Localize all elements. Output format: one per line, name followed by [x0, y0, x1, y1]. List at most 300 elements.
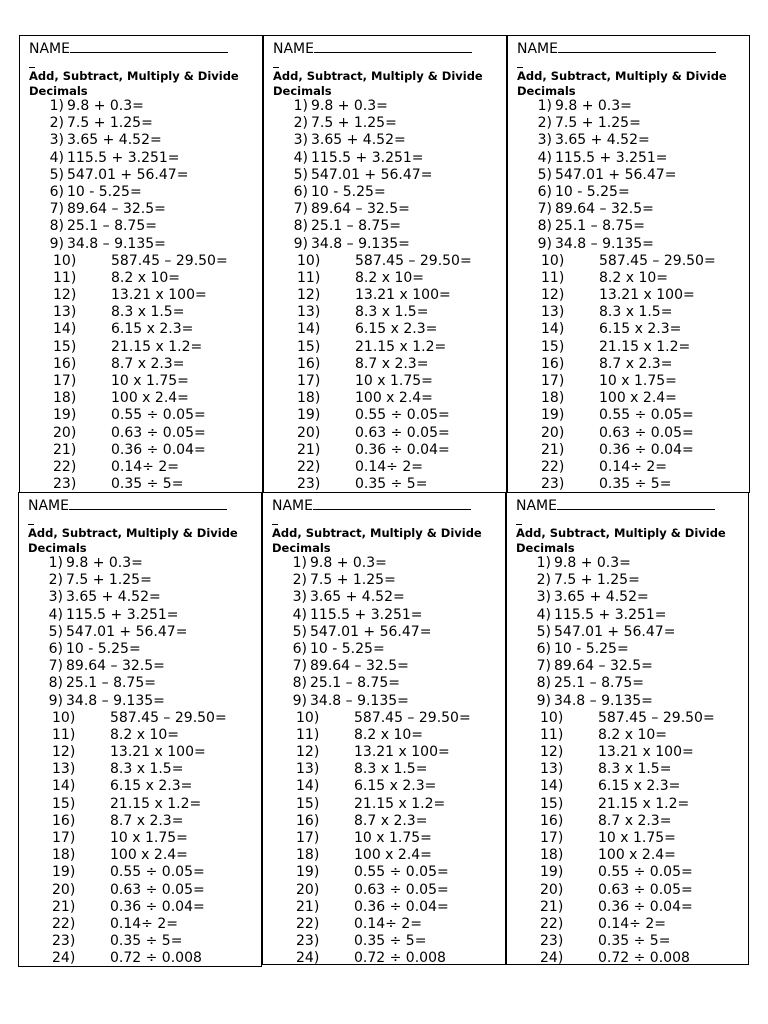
problem-number: 19) — [297, 407, 321, 424]
problem-item — [272, 813, 505, 830]
problem-item — [516, 710, 748, 727]
problem-item — [29, 115, 262, 132]
problem-number: 5) — [537, 166, 552, 183]
problem-number: 9) — [49, 235, 64, 252]
problem-expression: 34.8 – 9.135= — [311, 235, 410, 252]
problem-item — [272, 830, 505, 847]
problem-number: 8) — [537, 218, 552, 235]
name-blank-line — [70, 39, 228, 53]
problem-item — [516, 761, 748, 778]
problem-item — [517, 356, 749, 373]
name-field — [273, 39, 506, 57]
problem-number: 19) — [541, 407, 565, 424]
problem-number: 6) — [536, 640, 551, 657]
problem-number: 15) — [52, 795, 76, 812]
problem-expression: 587.45 – 29.50= — [598, 709, 715, 726]
problem-expression: 6.15 x 2.3= — [111, 321, 194, 338]
problem-number: 7) — [48, 658, 63, 675]
problem-item — [517, 98, 749, 115]
problem-expression: 9.8 + 0.3= — [67, 98, 144, 114]
problem-number: 21) — [297, 441, 321, 458]
problem-expression: 587.45 – 29.50= — [110, 709, 227, 726]
problem-number: 3) — [49, 132, 64, 149]
problem-number: 14) — [53, 321, 77, 338]
problem-expression: 547.01 + 56.47= — [555, 166, 677, 183]
problem-item — [29, 167, 262, 184]
problem-item — [273, 339, 506, 356]
problem-number: 10) — [53, 252, 77, 269]
problem-expression: 8.7 x 2.3= — [598, 812, 672, 829]
problem-number: 6) — [293, 183, 308, 200]
problem-item — [29, 304, 262, 321]
problem-item — [516, 607, 748, 624]
problem-expression: 0.63 ÷ 0.05= — [110, 881, 205, 898]
problem-expression: 587.45 – 29.50= — [355, 252, 472, 269]
problem-expression: 25.1 – 8.75= — [66, 675, 156, 692]
problem-expression: 25.1 – 8.75= — [555, 218, 645, 235]
problem-expression: 8.7 x 2.3= — [354, 812, 428, 829]
problem-number: 12) — [53, 287, 77, 304]
problem-expression: 21.15 x 1.2= — [111, 338, 203, 355]
problem-number: 9) — [536, 692, 551, 709]
problem-number: 22) — [296, 915, 320, 932]
problem-item — [28, 572, 261, 589]
problem-item — [516, 847, 748, 864]
problem-item — [516, 658, 748, 675]
problem-number: 18) — [52, 847, 76, 864]
problem-item — [273, 356, 506, 373]
problem-number: 24) — [296, 950, 320, 965]
problem-number: 9) — [293, 235, 308, 252]
problem-number: 23) — [297, 476, 321, 493]
problem-number: 21) — [53, 441, 77, 458]
problem-expression: 0.14÷ 2= — [355, 458, 423, 475]
problem-item — [28, 624, 261, 641]
problem-expression: 115.5 + 3.251= — [67, 149, 180, 166]
problem-item — [273, 373, 506, 390]
problem-item — [272, 796, 505, 813]
problem-number: 16) — [52, 812, 76, 829]
problem-number: 12) — [297, 287, 321, 304]
problem-number: 17) — [541, 373, 565, 389]
problem-item — [516, 744, 748, 761]
worksheet-card-4 — [18, 492, 262, 967]
problem-item — [272, 778, 505, 795]
problem-expression: 8.2 x 10= — [599, 269, 668, 286]
problem-item — [28, 607, 261, 624]
problem-number: 8) — [293, 218, 308, 235]
problem-number: 24) — [52, 950, 76, 967]
problem-number: 16) — [297, 355, 321, 372]
problem-number: 10) — [541, 252, 565, 269]
problem-list — [273, 98, 506, 493]
problem-item — [517, 390, 749, 407]
problem-item — [28, 727, 261, 744]
problem-number: 14) — [540, 778, 564, 795]
problem-item — [28, 899, 261, 916]
name-field — [517, 39, 749, 57]
problem-number: 14) — [296, 778, 320, 795]
problem-number: 2) — [293, 115, 308, 132]
problem-expression: 100 x 2.4= — [110, 847, 188, 864]
problem-expression: 6.15 x 2.3= — [598, 778, 681, 795]
problem-item — [516, 727, 748, 744]
problem-expression: 0.72 ÷ 0.008 — [598, 950, 690, 965]
problem-item — [273, 236, 506, 253]
problem-expression: 100 x 2.4= — [111, 390, 189, 407]
problem-list — [272, 555, 505, 965]
problem-expression: 7.5 + 1.25= — [554, 572, 640, 589]
problem-expression: 8.2 x 10= — [355, 269, 424, 286]
problem-expression: 0.14÷ 2= — [111, 458, 179, 475]
problem-number: 15) — [540, 795, 564, 812]
problem-expression: 34.8 – 9.135= — [67, 235, 166, 252]
problem-expression: 25.1 – 8.75= — [67, 218, 157, 235]
problem-item — [517, 132, 749, 149]
problem-item — [272, 675, 505, 692]
problem-expression: 0.14÷ 2= — [598, 915, 666, 932]
problem-item — [517, 150, 749, 167]
problem-expression: 0.63 ÷ 0.05= — [111, 424, 206, 441]
problem-number: 16) — [296, 812, 320, 829]
problem-number: 17) — [540, 830, 564, 846]
problem-number: 2) — [292, 572, 307, 589]
problem-item — [517, 321, 749, 338]
problem-list — [28, 555, 261, 967]
problem-expression: 13.21 x 100= — [355, 287, 451, 304]
problem-expression: 9.8 + 0.3= — [66, 555, 143, 571]
problem-number: 7) — [537, 201, 552, 218]
problem-item — [517, 304, 749, 321]
problem-expression: 0.36 ÷ 0.04= — [354, 898, 449, 915]
problem-item — [28, 882, 261, 899]
problem-item — [29, 270, 262, 287]
worksheet-card-3 — [507, 35, 750, 493]
problem-number: 10) — [296, 709, 320, 726]
problem-number: 8) — [48, 675, 63, 692]
problem-item — [517, 167, 749, 184]
name-blank-line — [557, 496, 715, 510]
problem-expression: 89.64 – 32.5= — [554, 658, 653, 675]
problem-expression: 0.72 ÷ 0.008 — [110, 950, 202, 967]
name-field — [272, 496, 505, 514]
problem-number: 21) — [541, 441, 565, 458]
problem-item — [28, 796, 261, 813]
worksheet-title: Add, Subtract, Multiply & Divide Decimals — [516, 526, 726, 555]
problem-expression: 13.21 x 100= — [111, 287, 207, 304]
problem-item — [516, 675, 748, 692]
worksheet-card-2 — [263, 35, 507, 493]
problem-number: 9) — [48, 692, 63, 709]
problem-expression: 547.01 + 56.47= — [554, 623, 676, 640]
problem-item — [272, 916, 505, 933]
problem-item — [517, 287, 749, 304]
problem-expression: 0.35 ÷ 5= — [599, 476, 672, 493]
problem-number: 23) — [541, 476, 565, 493]
problem-expression: 0.63 ÷ 0.05= — [354, 881, 449, 898]
problem-item — [29, 150, 262, 167]
problem-expression: 8.7 x 2.3= — [355, 355, 429, 372]
problem-number: 1) — [48, 555, 63, 571]
problem-item — [516, 555, 748, 572]
problem-expression: 89.64 – 32.5= — [67, 201, 166, 218]
problem-expression: 3.65 + 4.52= — [310, 589, 405, 606]
problem-expression: 8.2 x 10= — [110, 726, 179, 743]
problem-item — [28, 830, 261, 847]
problem-number: 8) — [536, 675, 551, 692]
problem-expression: 3.65 + 4.52= — [555, 132, 650, 149]
problem-item — [272, 693, 505, 710]
problem-number: 20) — [297, 424, 321, 441]
problem-item — [272, 744, 505, 761]
name-field — [516, 496, 748, 514]
problem-expression: 89.64 – 32.5= — [66, 658, 165, 675]
problem-number: 10) — [52, 709, 76, 726]
problem-number: 15) — [53, 338, 77, 355]
problem-number: 18) — [541, 390, 565, 407]
problem-expression: 25.1 – 8.75= — [554, 675, 644, 692]
problem-item — [516, 778, 748, 795]
problem-expression: 3.65 + 4.52= — [311, 132, 406, 149]
problem-item — [516, 830, 748, 847]
problem-expression: 8.3 x 1.5= — [598, 761, 672, 778]
problem-item — [516, 624, 748, 641]
problem-item — [29, 236, 262, 253]
problem-item — [272, 710, 505, 727]
problem-number: 1) — [49, 98, 64, 114]
problem-number: 22) — [540, 915, 564, 932]
problem-expression: 0.55 ÷ 0.05= — [598, 864, 693, 881]
problem-expression: 10 x 1.75= — [111, 373, 189, 389]
problem-item — [29, 356, 262, 373]
problem-item — [272, 607, 505, 624]
problem-item — [29, 132, 262, 149]
problem-number: 8) — [49, 218, 64, 235]
problem-number: 9) — [292, 692, 307, 709]
problem-number: 22) — [541, 458, 565, 475]
problem-number: 1) — [292, 555, 307, 571]
problem-expression: 100 x 2.4= — [598, 847, 676, 864]
problem-expression: 9.8 + 0.3= — [555, 98, 632, 114]
problem-item — [516, 882, 748, 899]
problem-item — [29, 98, 262, 115]
problem-expression: 10 x 1.75= — [598, 830, 676, 846]
problem-number: 11) — [296, 726, 320, 743]
problem-number: 3) — [292, 589, 307, 606]
problem-expression: 0.14÷ 2= — [110, 915, 178, 932]
problem-number: 5) — [293, 166, 308, 183]
problem-number: 3) — [537, 132, 552, 149]
problem-expression: 9.8 + 0.3= — [311, 98, 388, 114]
problem-expression: 115.5 + 3.251= — [310, 606, 423, 623]
problem-number: 20) — [540, 881, 564, 898]
problem-item — [29, 339, 262, 356]
problem-number: 20) — [53, 424, 77, 441]
problem-number: 17) — [52, 830, 76, 846]
problem-number: 22) — [53, 458, 77, 475]
problem-item — [273, 167, 506, 184]
worksheet-title: Add, Subtract, Multiply & Divide Decimals — [517, 69, 727, 98]
problem-item — [29, 287, 262, 304]
problem-number: 20) — [541, 424, 565, 441]
problem-expression: 0.36 ÷ 0.04= — [599, 441, 694, 458]
problem-number: 2) — [537, 115, 552, 132]
problem-item — [516, 916, 748, 933]
problem-item — [517, 339, 749, 356]
problem-expression: 10 - 5.25= — [67, 183, 142, 200]
problem-item — [273, 459, 506, 476]
problem-expression: 8.7 x 2.3= — [110, 812, 184, 829]
problem-expression: 10 - 5.25= — [555, 183, 630, 200]
problem-item — [273, 425, 506, 442]
problem-expression: 6.15 x 2.3= — [354, 778, 437, 795]
problem-number: 18) — [297, 390, 321, 407]
problem-expression: 8.2 x 10= — [111, 269, 180, 286]
problem-item — [28, 589, 261, 606]
problem-expression: 13.21 x 100= — [110, 744, 206, 761]
problem-number: 11) — [540, 726, 564, 743]
problem-expression: 7.5 + 1.25= — [310, 572, 396, 589]
problem-expression: 10 x 1.75= — [110, 830, 188, 846]
problem-number: 14) — [297, 321, 321, 338]
problem-number: 2) — [49, 115, 64, 132]
problem-expression: 0.35 ÷ 5= — [111, 476, 184, 493]
problem-item — [516, 950, 748, 965]
problem-expression: 7.5 + 1.25= — [66, 572, 152, 589]
worksheet-card-1 — [19, 35, 263, 493]
problem-number: 16) — [541, 355, 565, 372]
problem-expression: 100 x 2.4= — [599, 390, 677, 407]
problem-item — [517, 115, 749, 132]
problem-number: 5) — [48, 623, 63, 640]
problem-number: 2) — [536, 572, 551, 589]
problem-item — [273, 270, 506, 287]
problem-item — [517, 476, 749, 493]
problem-number: 4) — [49, 149, 64, 166]
problem-expression: 21.15 x 1.2= — [110, 795, 202, 812]
problem-number: 18) — [53, 390, 77, 407]
problem-expression: 10 - 5.25= — [310, 640, 385, 657]
problem-item — [29, 373, 262, 390]
problem-number: 4) — [48, 606, 63, 623]
problem-item — [28, 555, 261, 572]
problem-expression: 0.14÷ 2= — [354, 915, 422, 932]
problem-expression: 3.65 + 4.52= — [554, 589, 649, 606]
problem-item — [516, 864, 748, 881]
problem-item — [28, 658, 261, 675]
problem-expression: 0.63 ÷ 0.05= — [355, 424, 450, 441]
problem-item — [272, 864, 505, 881]
problem-expression: 8.3 x 1.5= — [110, 761, 184, 778]
problem-item — [517, 459, 749, 476]
problem-number: 7) — [49, 201, 64, 218]
name-blank-line — [314, 39, 472, 53]
problem-number: 21) — [52, 898, 76, 915]
problem-item — [516, 589, 748, 606]
problem-expression: 0.36 ÷ 0.04= — [111, 441, 206, 458]
problem-expression: 13.21 x 100= — [599, 287, 695, 304]
problem-expression: 21.15 x 1.2= — [598, 795, 690, 812]
problem-item — [273, 150, 506, 167]
problem-item — [273, 115, 506, 132]
problem-item — [28, 675, 261, 692]
problem-expression: 115.5 + 3.251= — [555, 149, 668, 166]
problem-number: 1) — [537, 98, 552, 114]
problem-number: 8) — [292, 675, 307, 692]
worksheet-title: Add, Subtract, Multiply & Divide Decimals — [273, 69, 483, 98]
problem-item — [272, 933, 505, 950]
problem-expression: 8.7 x 2.3= — [599, 355, 673, 372]
problem-number: 16) — [53, 355, 77, 372]
problem-expression: 3.65 + 4.52= — [66, 589, 161, 606]
problem-expression: 13.21 x 100= — [598, 744, 694, 761]
problem-number: 13) — [540, 761, 564, 778]
problem-expression: 547.01 + 56.47= — [66, 623, 188, 640]
problem-number: 11) — [52, 726, 76, 743]
problem-number: 13) — [297, 304, 321, 321]
problem-item — [273, 287, 506, 304]
problem-number: 21) — [296, 898, 320, 915]
problem-number: 9) — [537, 235, 552, 252]
problem-number: 11) — [53, 269, 77, 286]
problem-item — [517, 218, 749, 235]
problem-expression: 100 x 2.4= — [355, 390, 433, 407]
problem-item — [273, 442, 506, 459]
problem-item — [517, 442, 749, 459]
problem-number: 14) — [52, 778, 76, 795]
problem-expression: 0.35 ÷ 5= — [354, 933, 427, 950]
problem-expression: 115.5 + 3.251= — [311, 149, 424, 166]
problem-item — [273, 390, 506, 407]
problem-expression: 7.5 + 1.25= — [67, 115, 153, 132]
problem-number: 13) — [296, 761, 320, 778]
name-blank-line — [313, 496, 471, 510]
problem-expression: 8.2 x 10= — [598, 726, 667, 743]
problem-item — [517, 407, 749, 424]
problem-expression: 89.64 – 32.5= — [311, 201, 410, 218]
problem-expression: 34.8 – 9.135= — [66, 692, 165, 709]
problem-expression: 9.8 + 0.3= — [310, 555, 387, 571]
problem-item — [29, 459, 262, 476]
problem-item — [272, 882, 505, 899]
problem-expression: 34.8 – 9.135= — [310, 692, 409, 709]
problem-item — [516, 693, 748, 710]
problem-list — [29, 98, 262, 493]
problem-number: 20) — [52, 881, 76, 898]
problem-expression: 587.45 – 29.50= — [354, 709, 471, 726]
problem-item — [273, 201, 506, 218]
problem-expression: 0.55 ÷ 0.05= — [111, 407, 206, 424]
problem-expression: 6.15 x 2.3= — [110, 778, 193, 795]
problem-number: 23) — [296, 933, 320, 950]
problem-expression: 100 x 2.4= — [354, 847, 432, 864]
problem-expression: 8.3 x 1.5= — [599, 304, 673, 321]
problem-expression: 0.36 ÷ 0.04= — [598, 898, 693, 915]
problem-item — [29, 390, 262, 407]
problem-item — [29, 425, 262, 442]
problem-number: 6) — [48, 640, 63, 657]
problem-expression: 13.21 x 100= — [354, 744, 450, 761]
problem-number: 4) — [292, 606, 307, 623]
problem-item — [517, 201, 749, 218]
problem-number: 6) — [292, 640, 307, 657]
problem-number: 4) — [293, 149, 308, 166]
problem-expression: 7.5 + 1.25= — [311, 115, 397, 132]
problem-number: 24) — [540, 950, 564, 965]
problem-number: 3) — [536, 589, 551, 606]
problem-number: 10) — [540, 709, 564, 726]
problem-number: 14) — [541, 321, 565, 338]
